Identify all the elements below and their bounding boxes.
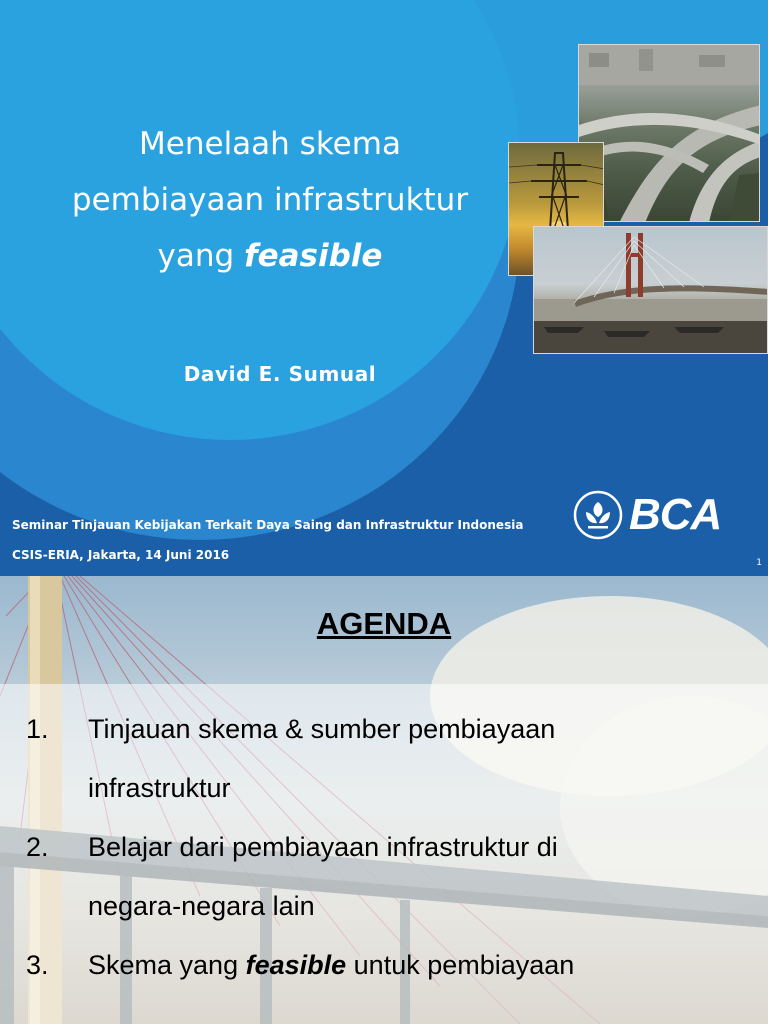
item-text: infrastruktur — [88, 773, 231, 803]
item-text: Tinjauan skema & sumber pembiayaan — [88, 714, 556, 744]
title-line: yang — [157, 238, 245, 274]
event-venue-date: CSIS-ERIA, Jakarta, 14 Juni 2016 — [12, 548, 230, 562]
item-text: Belajar dari pembiayaan infrastruktur di — [88, 832, 558, 862]
agenda-slide — [0, 576, 768, 1024]
title-line: pembiayaan infrastruktur — [71, 182, 469, 218]
item-number: 1. — [26, 714, 49, 744]
item-text: Skema yang — [88, 950, 246, 980]
agenda-heading: AGENDA — [316, 606, 452, 641]
highway-photo — [578, 44, 760, 222]
list-item — [26, 818, 756, 936]
bca-emblem-icon — [573, 490, 625, 540]
author-name: David E. Sumual — [183, 362, 377, 386]
item-emphasis: feasible — [245, 950, 347, 980]
item-text: negara-negara lain — [88, 891, 315, 921]
list-item — [26, 936, 756, 995]
list-item — [26, 700, 756, 818]
agenda-list — [26, 700, 756, 995]
seminar-name: Seminar Tinjauan Kebijakan Terkait Daya Saing dan Infrastruktur Indonesia — [12, 518, 524, 532]
item-number: 2. — [26, 832, 49, 862]
title-line: Menelaah skema — [139, 126, 401, 162]
bca-logo — [573, 490, 733, 540]
item-text: untuk pembiayaan — [346, 950, 575, 980]
page-number: 1 — [756, 558, 762, 568]
bridge-photo — [533, 226, 768, 354]
title-emphasis: feasible — [244, 238, 383, 274]
bca-logo-text: BCA — [629, 490, 722, 539]
slide-title — [20, 116, 520, 284]
item-number: 3. — [26, 950, 49, 980]
